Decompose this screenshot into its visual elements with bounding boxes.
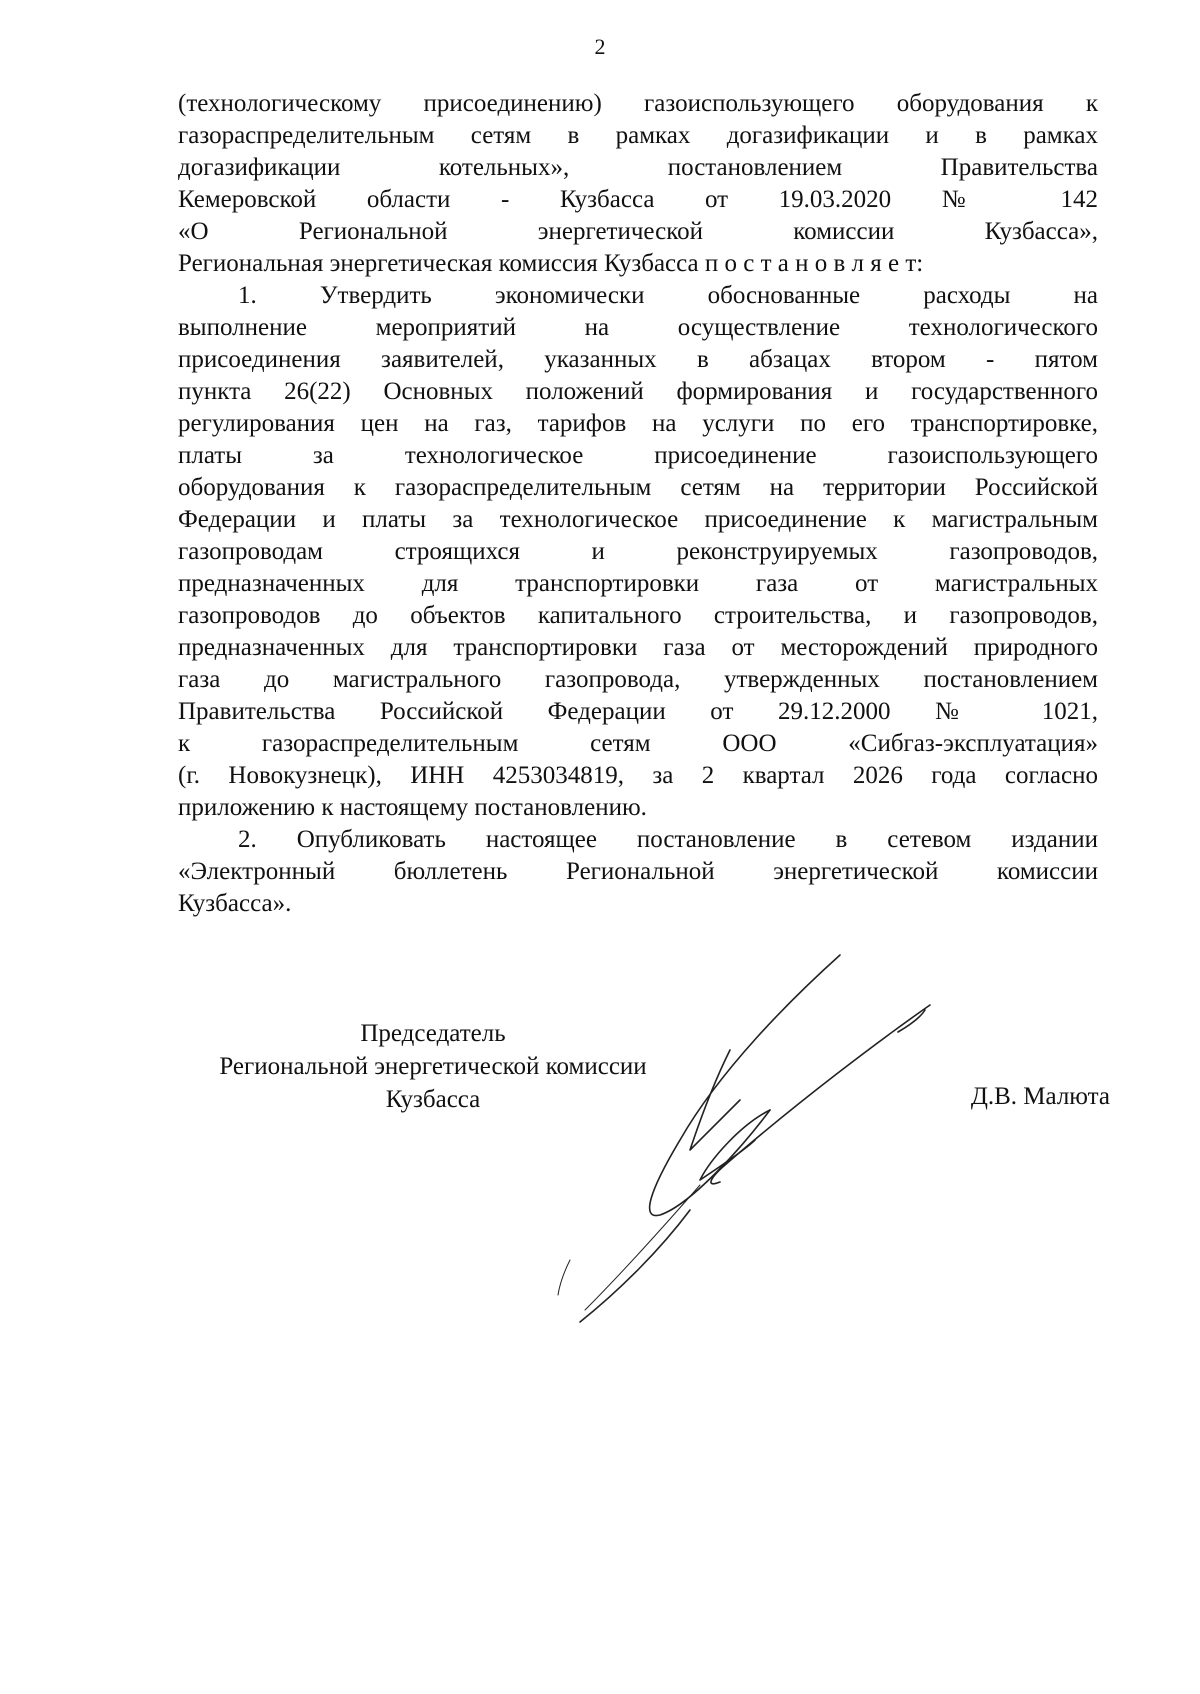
signatory-name: Д.В. Малюта: [970, 1083, 1110, 1110]
body-line: газопроводам строящихся и реконструируемых газопроводов,: [178, 538, 1098, 565]
body-line: приложению к настоящему постановлению.: [178, 794, 647, 821]
handwritten-signature: [540, 950, 960, 1330]
body-line: газопроводов до объектов капитального строительства, и газопроводов,: [178, 602, 1098, 629]
body-line: пункта 26(22) Основных положений формирования и государственного: [178, 378, 1098, 405]
body-line: (технологическому присоединению) газоиспользующего оборудования к: [178, 90, 1098, 117]
body-line: предназначенных для транспортировки газа от месторождений природного: [178, 634, 1098, 661]
body-line: Кузбасса».: [178, 890, 292, 917]
body-line: платы за технологическое присоединение газоиспользующего: [178, 442, 1098, 469]
signatory-position-line: Кузбасса: [385, 1086, 481, 1113]
body-line: «Электронный бюллетень Региональной энергетической комиссии: [178, 858, 1098, 885]
document-body: [178, 88, 1098, 920]
body-line: регулирования цен на газ, тарифов на услуги по его транспортировке,: [178, 410, 1098, 437]
signatory-position-line: Председатель: [360, 1020, 506, 1047]
body-line: «О Региональной энергетической комиссии Кузбасса»,: [178, 218, 1098, 245]
page-number: 2: [594, 34, 606, 59]
body-line: Кемеровской области - Кузбасса от 19.03.2020 № 142: [178, 186, 1098, 213]
body-line: выполнение мероприятий на осуществление технологического: [178, 314, 1098, 341]
body-line: (г. Новокузнецк), ИНН 4253034819, за 2 квартал 2026 года согласно: [178, 762, 1098, 789]
body-line: газа до магистрального газопровода, утвержденных постановлением: [178, 666, 1098, 693]
body-line: Федерации и платы за технологическое присоединение к магистральным: [178, 506, 1098, 533]
body-line: предназначенных для транспортировки газа от магистральных: [178, 570, 1098, 597]
signatory-position-line: Региональной энергетической комиссии: [219, 1053, 647, 1080]
body-line: догазификации котельных», постановлением Правительства: [178, 154, 1098, 181]
body-line-resolution: Региональная энергетическая комиссия Кузбасса п о с т а н о в л я е т:: [178, 250, 924, 277]
paragraph-1-start: 1. Утвердить экономически обоснованные расходы на: [238, 282, 1098, 309]
body-line: газораспределительным сетям в рамках догазификации и в рамках: [178, 122, 1098, 149]
body-line: оборудования к газораспределительным сетям на территории Российской: [178, 474, 1098, 501]
body-line: присоединения заявителей, указанных в абзацах втором - пятом: [178, 346, 1098, 373]
paragraph-2-start: 2. Опубликовать настоящее постановление в сетевом издании: [238, 826, 1098, 853]
body-line: Правительства Российской Федерации от 29.12.2000 № 1021,: [178, 698, 1098, 725]
body-line: к газораспределительным сетям ООО «Сибгаз-эксплуатация»: [178, 730, 1098, 757]
